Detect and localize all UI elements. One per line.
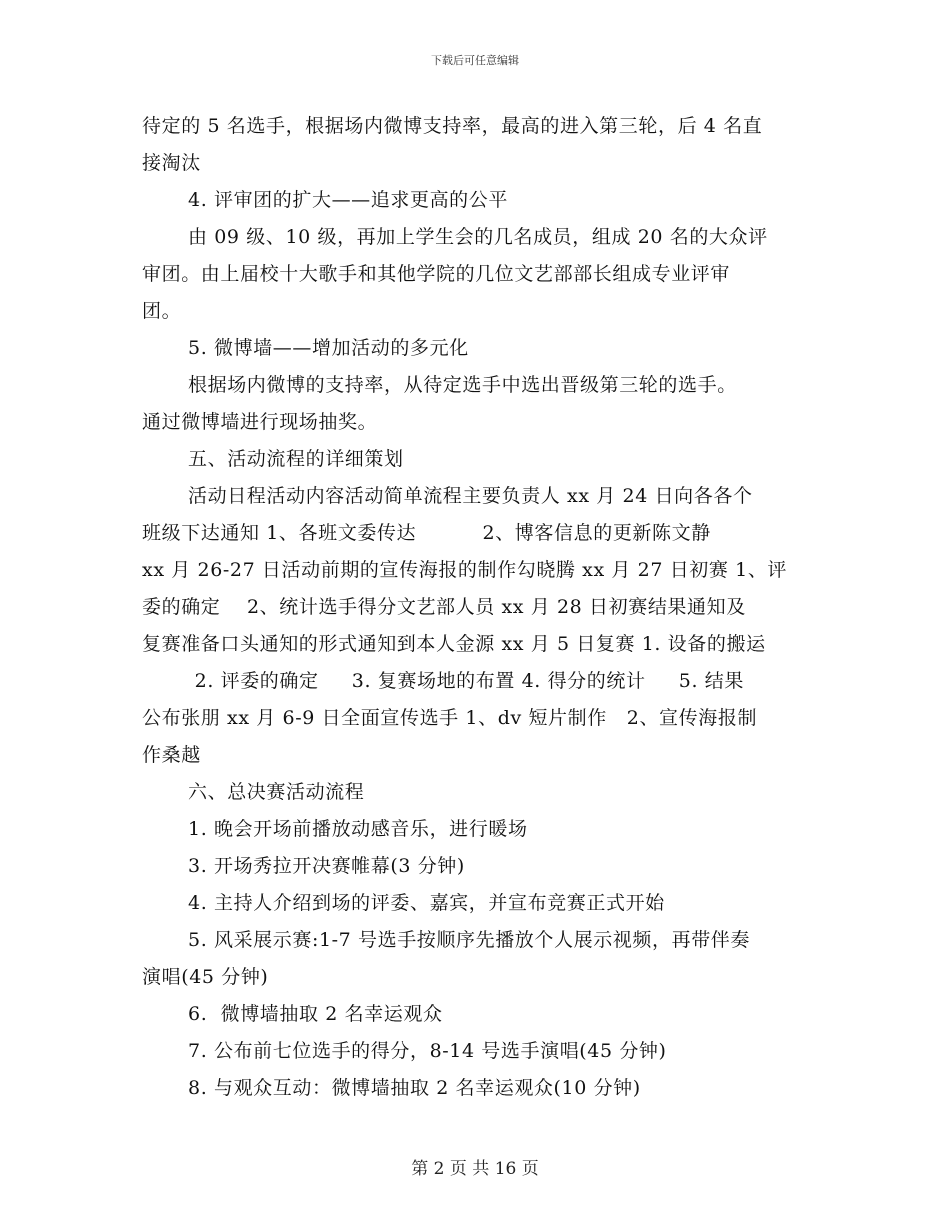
section-heading: 4. 评审团的扩大——追求更高的公平 — [188, 189, 508, 211]
text-line: 团。 — [142, 300, 182, 322]
document-body — [142, 108, 822, 1107]
page-footer: 第 2 页 共 16 页 — [411, 1159, 539, 1179]
text-line: 活动日程活动内容活动简单流程主要负责人 xx 月 24 日向各各个 — [188, 485, 753, 507]
page-header: 下载后可任意编辑 — [431, 54, 519, 67]
text-line: xx 月 26-27 日活动前期的宣传海报的制作勾晓腾 xx 月 27 日初赛 1、评 — [142, 559, 788, 581]
list-item: 4. 主持人介绍到场的评委、嘉宾，并宣布竞赛正式开始 — [188, 892, 665, 914]
text-line: 演唱(45 分钟) — [142, 966, 269, 988]
list-item: 3. 开场秀拉开决赛帷幕(3 分钟) — [188, 855, 465, 877]
text-line: 由 09 级、10 级，再加上学生会的几名成员，组成 20 名的大众评 — [188, 226, 768, 248]
text-line: 公布张朋 xx 月 6-9 日全面宣传选手 1、dv 短片制作 2、宣传海报制 — [142, 707, 758, 729]
list-item: 6. 微博墙抽取 2 名幸运观众 — [188, 1003, 443, 1025]
text-line: 班级下达通知 1、各班文委传达 2、博客信息的更新陈文静 — [142, 522, 711, 544]
text-line: 委的确定 2、统计选手得分文艺部人员 xx 月 28 日初赛结果通知及 — [142, 596, 746, 618]
text-line: 作桑越 — [142, 744, 201, 766]
text-line: 接淘汰 — [142, 152, 201, 174]
list-item: 8. 与观众互动：微博墙抽取 2 名幸运观众(10 分钟) — [188, 1077, 641, 1099]
section-heading: 5. 微博墙——增加活动的多元化 — [188, 337, 469, 359]
text-line: 待定的 5 名选手，根据场内微博支持率，最高的进入第三轮，后 4 名直 — [142, 115, 763, 137]
text-line: 审团。由上届校十大歌手和其他学院的几位文艺部部长组成专业评审 — [142, 263, 731, 285]
text-line: 根据场内微博的支持率，从待定选手中选出晋级第三轮的选手。 — [188, 374, 737, 396]
section-heading: 六、总决赛活动流程 — [188, 781, 365, 803]
list-item: 7. 公布前七位选手的得分，8-14 号选手演唱(45 分钟) — [188, 1040, 667, 1062]
list-item: 5. 风采展示赛:1-7 号选手按顺序先播放个人展示视频，再带伴奏 — [188, 929, 751, 951]
section-heading: 五、活动流程的详细策划 — [188, 448, 404, 470]
text-line: 通过微博墙进行现场抽奖。 — [142, 411, 378, 433]
text-line: 复赛准备口头通知的形式通知到本人金源 xx 月 5 日复赛 1. 设备的搬运 — [142, 633, 766, 655]
text-line: 2. 评委的确定 3. 复赛场地的布置 4. 得分的统计 5. 结果 — [188, 670, 744, 692]
list-item: 1. 晚会开场前播放动感音乐，进行暖场 — [188, 818, 528, 840]
